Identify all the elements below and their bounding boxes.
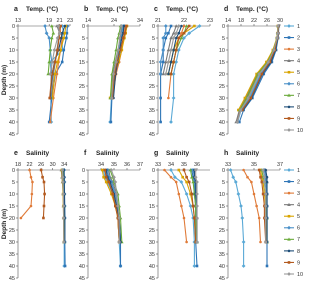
panel-g-y-tick-label: 0 [151, 167, 155, 174]
panel-g-y-tick-label: 25 [148, 227, 155, 234]
panel-a-y-tick-label: 10 [8, 47, 15, 54]
panel-h-x-tick-label: 35 [250, 162, 258, 168]
panel-h-panel-letter: h [224, 150, 229, 157]
panel-g-series-9-point [185, 176, 188, 179]
panel-a-series-2-point [62, 49, 65, 52]
panel-g-series-1-point [185, 192, 189, 196]
panel-f-series-9-point [104, 169, 107, 172]
panel-e-x-tick-label: 22 [26, 162, 33, 168]
panel-f-x-tick-label: 35 [110, 162, 118, 168]
panel-c-y-tick-label: 30 [148, 95, 155, 102]
legend-2-swatch-marker-3 [288, 192, 291, 195]
legend-1-entry-label-4: 4 [297, 58, 301, 65]
panel-e-y-tick-label: 35 [8, 251, 15, 258]
panel-a-x-tick-label: 13 [14, 18, 22, 24]
panel-e-series-9-point [43, 193, 46, 196]
panel-f-y-tick-label: 0 [81, 167, 85, 174]
panel-g-series-9-point [183, 169, 186, 172]
panel-g-y-tick-label: 40 [148, 263, 155, 270]
panel-h-series-3-point [258, 217, 261, 220]
legend-2-entry-label-10: 10 [297, 271, 304, 278]
legend-1-entry-label-3: 3 [297, 47, 301, 54]
panel-c-series-9-point [188, 25, 191, 28]
panel-h-series-3-point [242, 169, 245, 172]
panel-g-series-9-point [188, 181, 191, 184]
legend-1-entry-label-7: 7 [297, 93, 301, 100]
panel-c-series-9-point [175, 49, 178, 52]
panel-e-y-tick-label: 30 [8, 239, 15, 246]
legend-2-entry-label-8: 8 [297, 248, 301, 255]
panel-b-y-tick-label: 30 [78, 95, 85, 102]
panel-f-series-9-point [108, 181, 111, 184]
panel-e-x-tick-label: 18 [14, 162, 22, 168]
panel-a-series-5-point [64, 32, 67, 35]
panel-c-series-6-point [159, 60, 163, 64]
panel-f-y-tick-label: 45 [78, 275, 85, 282]
panel-c-title: Temp. (°C) [166, 6, 199, 13]
legend-2-swatch-marker-10 [287, 272, 291, 276]
panel-g-x-tick-label: 34 [167, 162, 175, 168]
legend-2-swatch-marker-5 [288, 215, 291, 218]
panel-e-y-tick-label: 5 [11, 179, 15, 186]
panel-g-y-tick-label: 5 [151, 179, 155, 186]
panel-a-y-tick-label: 0 [11, 23, 15, 30]
panel-e-y-tick-label: 25 [8, 227, 15, 234]
panel-b-series-9-point [124, 32, 127, 35]
panel-b-y-tick-label: 40 [78, 119, 85, 126]
panel-g-series-3-point [180, 205, 183, 208]
panel-c-y-tick-label: 15 [148, 59, 155, 66]
panel-c-y-tick-label: 40 [148, 119, 155, 126]
panel-c-y-tick-label: 0 [151, 23, 155, 30]
panel-f-series-5-point [102, 176, 105, 179]
panel-f-series-5-point [101, 169, 104, 172]
panel-e-series-3-point [31, 193, 34, 196]
panel-e-series-2-point [64, 265, 67, 268]
panel-e-x-tick-label: 34 [61, 162, 68, 168]
panel-a-series-6-point [43, 24, 47, 28]
panel-g-series-1-line [171, 170, 194, 266]
panel-c-series-9-point [183, 32, 186, 35]
legend-1-swatch-marker-5 [288, 71, 291, 74]
panel-g-series-5-point [185, 181, 188, 184]
panel-h-series-2-point [266, 265, 269, 268]
panel-f-series-9-point [111, 193, 114, 196]
panel-c-series-2-point [170, 25, 173, 28]
panel-f-x-tick-label: 36 [123, 162, 131, 168]
panel-e-panel-letter: e [14, 150, 18, 157]
panel-g-y-tick-label: 20 [148, 215, 155, 222]
panel-f-y-tick-label: 10 [78, 191, 85, 198]
panel-d-y-tick-label: 35 [218, 107, 225, 114]
panel-h-x-tick-label: 37 [276, 162, 284, 168]
panel-f-y-tick-label: 40 [78, 263, 85, 270]
panel-d-y-tick-label: 10 [218, 47, 225, 54]
panel-h-title: Salinity [236, 150, 260, 157]
panel-e-series-9-point [43, 205, 46, 208]
panel-a-y-tick-label: 25 [8, 83, 15, 90]
legend-1-entry-label-8: 8 [297, 104, 301, 111]
legend-2-entry-label-6: 6 [297, 225, 301, 232]
panel-e-series-3-point [30, 176, 33, 179]
panel-c-series-9-point [170, 73, 173, 76]
panel-c-series-1-point [169, 120, 173, 124]
panel-d-y-tick-label: 30 [218, 95, 225, 102]
panel-a-series-2-point [65, 37, 68, 40]
panel-e-series-3-point [20, 217, 23, 220]
legend-2-swatch-marker-8 [288, 250, 291, 253]
panel-h-series-1-point [237, 192, 241, 196]
panel-c-series-5-point [193, 25, 196, 28]
panel-g-series-2-point [196, 265, 199, 268]
legend-1-swatch-marker-6 [287, 82, 291, 86]
panel-h-y-tick-label: 25 [218, 227, 225, 234]
legend-1-swatch-marker-2 [288, 36, 291, 39]
panel-c-series-3-point [167, 97, 170, 100]
panel-d-x-tick-label: 30 [276, 18, 284, 24]
legend-2-entry-label-5: 5 [297, 214, 301, 221]
panel-h-series-1-point [242, 264, 246, 268]
panel-c-x-tick-label: 23 [206, 18, 214, 24]
panel-c-series-6-point [164, 24, 168, 28]
panel-e-series-9-point [41, 176, 44, 179]
panel-h-series-1-point [229, 168, 233, 172]
panel-g-series-5-point [181, 176, 184, 179]
legend-2-entry-label-1: 1 [297, 167, 301, 174]
panel-c-series-1-point [172, 96, 176, 100]
panel-e-y-tick-label: 20 [8, 215, 15, 222]
panel-g-x-tick-label: 33 [154, 162, 162, 168]
legend-2-swatch-marker-1 [287, 168, 291, 172]
panel-c-panel-letter: c [154, 6, 158, 13]
legend-1-entry-label-9: 9 [297, 116, 301, 123]
panel-c-x-tick-label: 22 [180, 18, 188, 24]
panel-c-y-tick-label: 25 [148, 83, 155, 90]
panel-d-y-tick-label: 0 [221, 23, 225, 30]
panel-c-y-tick-label: 45 [148, 131, 155, 138]
legend-1-swatch-marker-9 [288, 117, 291, 120]
legend-1-swatch-marker-10 [287, 128, 291, 132]
panel-a-y-tick-label: 30 [8, 95, 15, 102]
panel-b-y-tick-label: 0 [81, 23, 85, 30]
panel-d-title: Temp. (°C) [236, 6, 269, 13]
panel-c-y-tick-label: 35 [148, 107, 155, 114]
panel-h-series-1-point [242, 240, 246, 244]
panel-b-y-tick-label: 15 [78, 59, 85, 66]
panel-g-x-tick-label: 36 [193, 162, 201, 168]
panel-f-series-9-point [105, 176, 108, 179]
panel-g-y-tick-label: 45 [148, 275, 155, 282]
panel-g-y-tick-label: 30 [148, 239, 155, 246]
panel-e-y-tick-label: 15 [8, 203, 15, 210]
panel-e-series-3-point [31, 181, 34, 184]
panel-c-x-tick-label: 21 [154, 18, 162, 24]
panel-h-x-tick-label: 33 [224, 162, 232, 168]
legend-1-entry-label-5: 5 [297, 70, 301, 77]
panel-h-y-tick-label: 0 [221, 167, 225, 174]
panel-d-series-10-point [276, 31, 280, 35]
panel-b-x-tick-label: 14 [84, 18, 92, 24]
panel-h-series-1-point [239, 204, 243, 208]
panel-e-series-9-point [42, 217, 45, 220]
panel-a-series-10-point [53, 48, 57, 52]
panel-c-series-2-point [159, 97, 162, 100]
panel-e-series-3-point [30, 205, 33, 208]
panel-g-series-3-point [185, 241, 188, 244]
panel-h-series-3-line [244, 170, 261, 242]
panel-a-series-3-point [49, 121, 52, 124]
panel-c-series-9-point [178, 37, 181, 40]
panel-d-y-tick-label: 20 [218, 71, 225, 78]
panel-f-y-tick-label: 25 [78, 227, 85, 234]
panel-g-y-tick-label: 15 [148, 203, 155, 210]
panel-c-series-9-point [172, 61, 175, 64]
panel-c-series-3-point [183, 25, 186, 28]
panel-a-series-5-point [62, 37, 65, 40]
panel-d-series-10-point [276, 24, 280, 28]
legend-1-swatch-marker-8 [288, 106, 291, 109]
panel-c-series-10-point [177, 24, 181, 28]
panel-f-y-tick-label: 15 [78, 203, 85, 210]
panel-e-x-tick-label: 26 [38, 162, 45, 168]
panel-c-series-10-point [164, 72, 168, 76]
panel-g-series-3-point [178, 193, 181, 196]
panel-c-y-tick-label: 5 [151, 35, 155, 42]
panel-a-y-tick-label: 35 [8, 107, 15, 114]
panel-h-series-3-point [259, 241, 262, 244]
panel-f-y-tick-label: 20 [78, 215, 85, 222]
panel-b-y-tick-label: 35 [78, 107, 85, 114]
legend-1-entry-label-2: 2 [297, 35, 301, 42]
panel-g-series-3-point [175, 181, 178, 184]
panel-f-y-tick-label: 30 [78, 239, 85, 246]
panel-h-y-tick-label: 45 [218, 275, 225, 282]
panel-g-series-9-point [192, 205, 195, 208]
panel-f-y-tick-label: 5 [81, 179, 85, 186]
panel-f-x-tick-label: 34 [97, 162, 105, 168]
row-1-y-axis-title: Depth (m) [1, 64, 8, 96]
panel-g-y-tick-label: 10 [148, 191, 155, 198]
panel-e-x-tick-label: 30 [49, 162, 56, 168]
legend-2-swatch-marker-9 [288, 261, 291, 264]
panel-c-series-6-point [161, 48, 165, 52]
panel-h-y-tick-label: 10 [218, 191, 225, 198]
panel-b-y-tick-label: 5 [81, 35, 85, 42]
panel-h-series-3-point [250, 181, 253, 184]
panel-f-series-2-point [119, 265, 122, 268]
panel-d-y-tick-label: 25 [218, 83, 225, 90]
panel-a-y-tick-label: 5 [11, 35, 15, 42]
panel-h-y-tick-label: 20 [218, 215, 225, 222]
panel-d-y-tick-label: 5 [221, 35, 225, 42]
panel-a-y-tick-label: 40 [8, 119, 15, 126]
legend-1-entry-label-1: 1 [297, 23, 301, 30]
legend-1-entry-label-10: 10 [297, 127, 304, 134]
panel-g-series-3-line [165, 170, 187, 242]
panel-a-y-tick-label: 15 [8, 59, 15, 66]
panel-d-x-tick-label: 22 [250, 18, 258, 24]
panel-b-y-tick-label: 45 [78, 131, 85, 138]
panel-b-y-tick-label: 20 [78, 71, 85, 78]
panel-h-y-tick-label: 30 [218, 239, 225, 246]
panel-a-x-tick-label: 19 [46, 18, 53, 24]
panel-c-series-10-point [167, 60, 171, 64]
panel-c-series-10-point [169, 48, 173, 52]
panel-g-x-tick-label: 35 [180, 162, 188, 168]
panel-a-y-tick-label: 45 [8, 131, 15, 138]
panel-h-series-1-point [240, 216, 244, 220]
panel-b-series-2-point [110, 121, 113, 124]
panel-f-series-5-point [105, 181, 108, 184]
panel-d-x-tick-label: 18 [237, 18, 245, 24]
panel-b-x-tick-label: 24 [110, 18, 118, 24]
panel-d-panel-letter: d [224, 6, 229, 13]
panel-g-title: Salinity [166, 150, 190, 157]
panel-h-series-9-point [258, 169, 261, 172]
panel-a-y-tick-label: 20 [8, 71, 15, 78]
panel-d-y-tick-label: 40 [218, 119, 225, 126]
panel-a-series-9-point [48, 97, 51, 100]
row-2-y-axis-title: Depth (m) [1, 208, 8, 240]
panel-f-y-tick-label: 35 [78, 251, 85, 258]
panel-b-series-9-point [125, 25, 128, 28]
legend-2-entry-label-3: 3 [297, 191, 301, 198]
panel-d-y-tick-label: 45 [218, 131, 225, 138]
panel-g-series-3-point [183, 217, 186, 220]
panel-e-title: Salinity [26, 150, 50, 157]
panel-e-y-tick-label: 10 [8, 191, 15, 198]
panel-e-series-9-point [43, 181, 46, 184]
panel-a-series-9-point [56, 49, 59, 52]
panel-b-series-9-point [122, 37, 125, 40]
panel-g-series-5-point [178, 169, 181, 172]
legend-1-entry-label-6: 6 [297, 81, 301, 88]
panel-a-series-5-point [56, 61, 59, 64]
panel-a-panel-letter: a [14, 6, 18, 13]
panel-e-y-tick-label: 0 [11, 167, 15, 174]
panel-f-x-tick-label: 37 [136, 162, 144, 168]
panel-d-x-tick-label: 14 [224, 18, 232, 24]
panel-h-y-tick-label: 15 [218, 203, 225, 210]
panel-g-series-3-point [163, 169, 166, 172]
panel-b-y-tick-label: 10 [78, 47, 85, 54]
panel-h-series-3-point [246, 176, 249, 179]
panel-a-series-2-point [61, 61, 64, 64]
panel-g-panel-letter: g [154, 150, 159, 157]
legend-2-swatch-marker-2 [288, 180, 291, 183]
panel-h-series-3-point [255, 205, 258, 208]
panel-b-x-tick-label: 34 [136, 18, 144, 24]
panel-a-series-7-point [52, 31, 56, 34]
panel-h-y-tick-label: 35 [218, 251, 225, 258]
legend-2-entry-label-7: 7 [297, 237, 301, 244]
panel-c-y-tick-label: 20 [148, 71, 155, 78]
panel-b-y-tick-label: 25 [78, 83, 85, 90]
panel-d-y-tick-label: 15 [218, 59, 225, 66]
panel-c-series-6-point [159, 72, 163, 76]
panel-g-y-tick-label: 35 [148, 251, 155, 258]
panel-h-y-tick-label: 5 [221, 179, 225, 186]
panel-d-x-tick-label: 26 [263, 18, 271, 24]
panel-a-title: Temp. (°C) [26, 6, 59, 13]
legend-1-swatch-marker-1 [287, 24, 291, 28]
panel-f-title: Salinity [96, 150, 120, 157]
panel-a-series-8-point [64, 25, 67, 28]
legend-2-entry-label-9: 9 [297, 260, 301, 267]
panel-g-series-3-point [170, 176, 173, 179]
panel-h-series-3-point [253, 193, 256, 196]
panel-e-series-9-point [40, 169, 43, 172]
legend-1-swatch-marker-3 [288, 48, 291, 51]
panel-a-series-5-point [54, 73, 57, 76]
panel-a-x-tick-label: 23 [66, 18, 74, 24]
panel-h-series-9-point [259, 176, 262, 179]
panel-h-y-tick-label: 40 [218, 263, 225, 270]
legend-2-entry-label-4: 4 [297, 202, 301, 209]
panel-c-y-tick-label: 10 [148, 47, 155, 54]
panel-g-series-9-point [191, 193, 194, 196]
legend-2-swatch-marker-6 [287, 226, 291, 230]
panel-a-x-tick-label: 21 [56, 18, 63, 24]
panel-b-panel-letter: b [84, 6, 89, 13]
panel-c-series-2-point [159, 121, 162, 124]
panel-e-series-3-point [28, 169, 31, 172]
panel-e-y-tick-label: 45 [8, 275, 15, 282]
panel-b-title: Temp. (°C) [96, 6, 129, 13]
panel-e-y-tick-label: 40 [8, 263, 15, 270]
legend-2-entry-label-2: 2 [297, 179, 301, 186]
panel-f-panel-letter: f [84, 150, 87, 157]
